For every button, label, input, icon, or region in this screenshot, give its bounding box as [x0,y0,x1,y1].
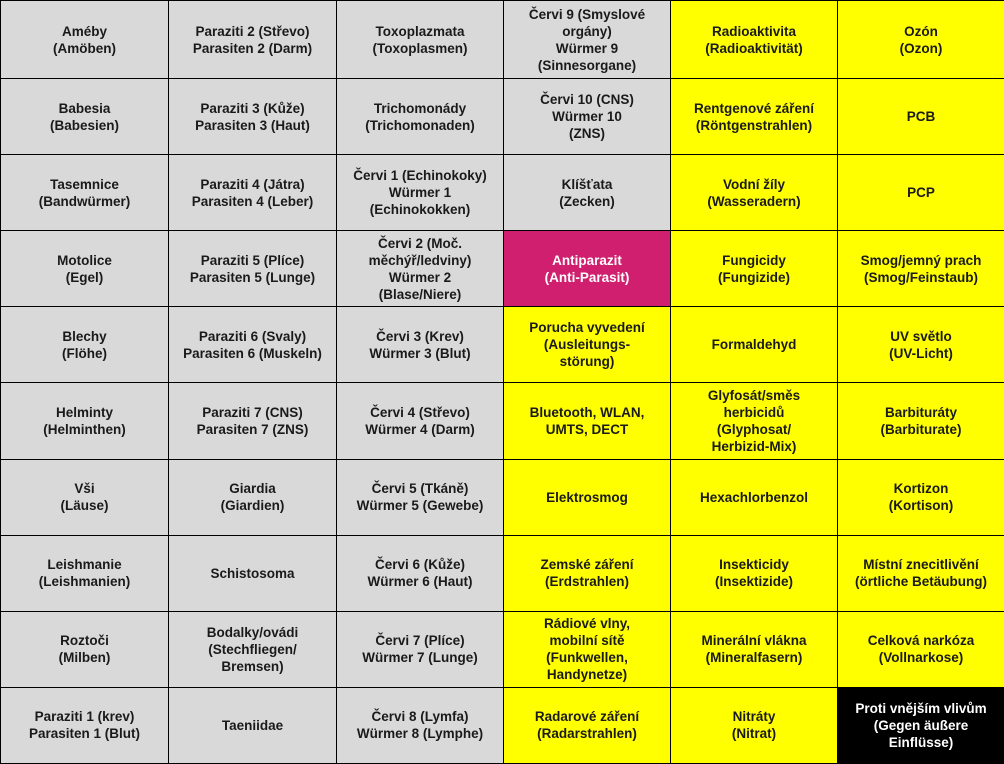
cell-text-line: Barbituráty [884,405,957,421]
test-item-cell[interactable] [337,535,504,611]
cell-text-line: UV světlo [890,328,952,344]
cell-text-line: (Giardien) [220,498,285,514]
cell-text-line: (Smog/Feinstaub) [864,269,978,285]
test-item-cell[interactable] [1,383,169,459]
cell-text-line: (Mineralfasern) [705,650,803,666]
cell-text-line: Rentgenové záření [693,100,815,116]
test-item-cell[interactable] [671,79,838,155]
cell-text-line: Würmer 5 (Gewebe) [356,498,484,514]
test-item-cell[interactable] [671,307,838,383]
cell-text-line: (Vollnarkose) [878,650,964,666]
test-item-cell[interactable] [838,383,1004,459]
test-item-cell[interactable] [337,307,504,383]
grid-row [1,535,1004,611]
cell-text-line: (Glyphosat/ [716,422,792,438]
cell-text-line: (Gegen äußere [873,717,969,733]
selected-test-cell[interactable] [504,231,671,307]
cell-text-line: (Läuse) [60,498,109,514]
cell-text-line: Červi 4 (Střevo) [370,405,470,421]
cell-text-line: Parasiten 5 (Lunge) [189,269,316,285]
cell-text-line: Schistosoma [210,565,295,581]
cell-text-line: Paraziti 6 (Svaly) [198,328,307,344]
test-item-cell[interactable] [337,155,504,231]
cell-text-line: Fungicidy [722,252,786,268]
cell-text-line: Einflüsse) [888,734,954,750]
test-item-cell[interactable] [671,611,838,687]
cell-text-line: Glyfosát/směs [707,388,801,404]
test-item-cell[interactable] [671,535,838,611]
cell-text-line: Vši [74,481,95,497]
cell-text-line: Červi 7 (Plíce) [375,633,465,649]
test-item-cell[interactable] [337,687,504,763]
cell-text-line: (Sinnesorgane) [537,57,637,73]
cell-text-line: Würmer 6 (Haut) [367,574,473,590]
cell-text-line: (Blase/Niere) [378,286,462,302]
cell-text-line: Červi 8 (Lymfa) [371,709,469,725]
cell-text-line: (Radioaktivität) [705,40,803,56]
cell-text-line: Toxoplazmata [375,23,465,39]
cell-text-line: Červi 6 (Kůže) [374,557,466,573]
grid-row [1,307,1004,383]
test-item-cell[interactable] [838,687,1004,763]
cell-text-line: Červi 10 (CNS) [540,92,634,108]
cell-text-line: Leishmanie [47,557,122,573]
cell-text-line: Bodalky/ovádi [206,624,299,640]
cell-text-line: (Kortison) [888,498,954,514]
cell-text-line: Handynetze) [546,667,628,683]
cell-text-line: Parasiten 2 (Darm) [192,40,313,56]
grid-row [1,1,1004,79]
cell-text-line: Tasemnice [50,176,119,192]
cell-text-line: (Flöhe) [62,345,107,361]
cell-text-line: Bremsen) [221,658,284,674]
cell-text-line: (Bandwürmer) [38,193,131,209]
test-item-cell[interactable] [169,459,337,535]
cell-text-line: (Fungizide) [718,269,790,285]
cell-text-line: (Egel) [65,269,104,285]
cell-text-line: (Insektizide) [714,574,793,590]
test-item-cell[interactable] [337,79,504,155]
cell-text-line: Würmer 10 [552,109,622,125]
test-item-cell[interactable] [337,383,504,459]
test-item-cell[interactable] [169,79,337,155]
cell-text-line: Hexachlorbenzol [699,489,809,505]
cell-text-line: (Ozon) [899,40,943,56]
cell-text-line: störung) [559,354,615,370]
test-item-cell[interactable] [1,535,169,611]
grid-row [1,79,1004,155]
cell-text-line: Porucha vyvedení [529,320,645,336]
cell-text-line: (Amöben) [53,40,116,56]
test-item-cell[interactable] [838,535,1004,611]
cell-text-line: Würmer 8 (Lymphe) [356,726,484,742]
cell-text-line: (Radarstrahlen) [537,726,637,742]
cell-text-line: Červi 1 (Echinokoky) [353,168,487,184]
cell-text-line: Paraziti 3 (Kůže) [200,100,305,116]
cell-text-line: Radarové záření [534,709,640,725]
cell-text-line: Minerální vlákna [701,633,807,649]
test-item-cell[interactable] [1,687,169,763]
cell-text-line: (Babesien) [49,117,120,133]
cell-text-line: (ZNS) [569,126,605,142]
cell-text-line: Giardia [229,481,276,497]
test-item-cell[interactable] [169,535,337,611]
cell-text-line: (Zecken) [559,193,615,209]
cell-text-line: Paraziti 4 (Játra) [200,176,305,192]
cell-text-line: Vodní žíly [722,176,785,192]
test-item-cell[interactable] [504,79,671,155]
cell-text-line: Formaldehyd [711,337,797,353]
cell-text-line: Würmer 2 [388,269,452,285]
test-item-cell[interactable] [169,155,337,231]
cell-text-line: Klíšťata [561,176,613,192]
cell-text-line: Blechy [62,328,107,344]
cell-text-line: Parasiten 3 (Haut) [195,117,310,133]
cell-text-line: Paraziti 2 (Střevo) [195,23,310,39]
test-item-cell[interactable] [504,383,671,459]
grid-row [1,155,1004,231]
test-item-cell[interactable] [671,1,838,79]
cell-text-line: Würmer 3 (Blut) [369,345,471,361]
cell-text-line: Insekticidy [719,557,789,573]
test-item-cell[interactable] [169,307,337,383]
cell-text-line: Smog/jemný prach [860,252,982,268]
test-item-cell[interactable] [671,383,838,459]
cell-text-line: (Milben) [58,650,111,666]
cell-text-line: Červi 5 (Tkáně) [371,481,469,497]
cell-text-line: Ozón [904,23,938,39]
test-item-cell[interactable] [1,459,169,535]
grid-row [1,611,1004,687]
cell-text-line: (Erdstrahlen) [544,574,629,590]
cell-text-line: Zemské záření [540,557,634,573]
test-item-cell[interactable] [838,459,1004,535]
cell-text-line: Červi 9 (Smyslové [528,6,646,22]
grid-row [1,231,1004,307]
test-item-cell[interactable] [838,231,1004,307]
test-item-cell[interactable] [838,307,1004,383]
grid-row [1,687,1004,763]
test-item-cell[interactable] [337,1,504,79]
grid-row [1,459,1004,535]
cell-text-line: (Funkwellen, [546,650,628,666]
cell-text-line: Würmer 9 [555,40,619,56]
cell-text-line: Kortizon [893,481,949,497]
test-item-cell[interactable] [169,231,337,307]
cell-text-line: (Ausleitungs- [543,337,631,353]
cell-text-line: Taeniidae [221,717,284,733]
test-item-cell[interactable] [671,231,838,307]
cell-text-line: Roztoči [60,633,109,649]
test-item-cell[interactable] [838,79,1004,155]
cell-text-line: Parasiten 1 (Blut) [28,726,141,742]
cell-text-line: Paraziti 1 (krev) [34,709,135,725]
test-item-cell[interactable] [169,687,337,763]
cell-text-line: orgány) [562,23,612,39]
cell-text-line: (Wasseradern) [707,193,801,209]
cell-text-line: Würmer 1 [388,185,452,201]
test-item-cell[interactable] [504,687,671,763]
cell-text-line: Nitráty [732,709,776,725]
test-item-cell[interactable] [671,459,838,535]
cell-text-line: Červi 2 (Moč. [377,235,463,251]
cell-text-line: (Helminthen) [43,422,126,438]
cell-text-line: Paraziti 5 (Plíce) [200,252,305,268]
cell-text-line: Místní znecitlivění [863,557,979,573]
cell-text-line: Améby [61,23,107,39]
cell-text-line: UMTS, DECT [545,422,629,438]
cell-text-line: Parasiten 4 (Leber) [191,193,314,209]
cell-text-line: Červi 3 (Krev) [376,328,464,344]
cell-text-line: (Trichomonaden) [365,117,475,133]
test-item-cell[interactable] [1,231,169,307]
test-item-cell[interactable] [504,459,671,535]
cell-text-line: (UV-Licht) [889,345,953,361]
cell-text-line: Antiparazit [552,252,622,268]
cell-text-line: (Echinokokken) [369,202,471,218]
grid-row [1,383,1004,459]
test-item-cell[interactable] [169,611,337,687]
cell-text-line: herbicidů [723,405,785,421]
cell-text-line: Elektrosmog [546,489,628,505]
cell-text-line: mobilní sítě [549,633,625,649]
cell-text-line: Celková narkóza [867,633,975,649]
cell-text-line: Paraziti 7 (CNS) [202,405,303,421]
test-item-cell[interactable] [504,155,671,231]
cell-text-line: Rádiové vlny, [543,616,631,632]
cell-text-line: Trichomonády [373,100,467,116]
test-item-cell[interactable] [1,1,169,79]
cell-text-line: Bluetooth, WLAN, [529,405,645,421]
test-item-cell[interactable] [671,687,838,763]
test-item-cell[interactable] [838,155,1004,231]
test-item-cell[interactable] [1,611,169,687]
cell-text-line: (Anti-Parasit) [544,269,630,285]
cell-text-line: Parasiten 7 (ZNS) [196,422,309,438]
cell-text-line: Babesia [58,100,111,116]
cell-text-line: (Nitrat) [731,726,777,742]
cell-text-line: Würmer 7 (Lunge) [362,650,478,666]
test-item-cell[interactable] [337,231,504,307]
cell-text-line: (Toxoplasmen) [372,40,468,56]
test-item-cell[interactable] [671,155,838,231]
cell-text-line: (Barbiturate) [880,422,962,438]
cell-text-line: Herbizid-Mix) [711,439,797,455]
test-item-cell[interactable] [1,307,169,383]
test-item-cell[interactable] [504,535,671,611]
cell-text-line: PCB [906,109,936,125]
test-item-cell[interactable] [504,1,671,79]
test-item-cell[interactable] [1,79,169,155]
cell-text-line: Helminty [55,405,113,421]
test-item-cell[interactable] [169,383,337,459]
cell-text-line: Parasiten 6 (Muskeln) [183,345,322,361]
cell-text-line: Motolice [57,252,112,268]
test-item-cell[interactable] [1,155,169,231]
cell-text-line: Würmer 4 (Darm) [365,422,475,438]
cell-text-line: Proti vnějším vlivům [855,700,987,716]
cell-text-line: (örtliche Betäubung) [855,574,987,590]
cell-text-line: (Leishmanien) [38,574,131,590]
cell-text-line: Radioaktivita [711,23,797,39]
test-item-cell[interactable] [504,307,671,383]
test-item-cell[interactable] [169,1,337,79]
test-item-cell[interactable] [337,459,504,535]
cell-text-line: (Röntgenstrahlen) [695,117,813,133]
test-item-cell[interactable] [838,1,1004,79]
cell-text-line: (Stechfliegen/ [208,641,297,657]
test-item-cell[interactable] [838,611,1004,687]
test-item-cell[interactable] [337,611,504,687]
test-item-cell[interactable] [504,611,671,687]
cell-text-line: PCP [907,185,935,201]
cell-text-line: měchýř/ledviny) [368,252,472,268]
